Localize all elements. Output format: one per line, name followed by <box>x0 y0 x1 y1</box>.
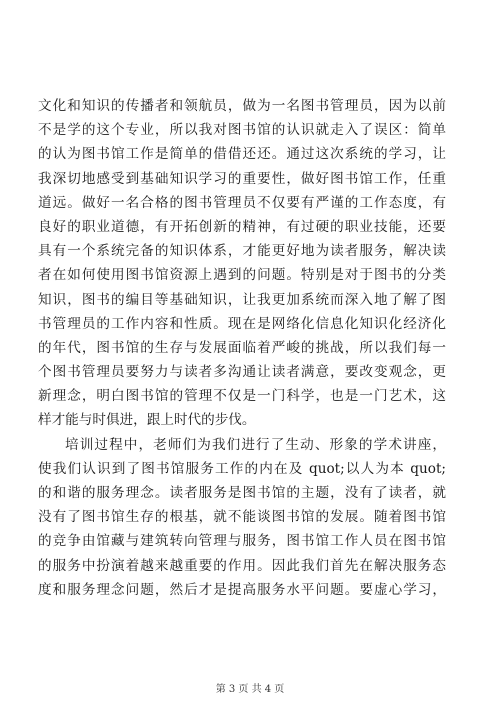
text-line: 样才能与时俱进，跟上时代的步伐。 <box>38 412 256 429</box>
text-line: 新理念，明白图书馆的管理不仅是一门科学，也是一门艺术，这 <box>38 388 446 405</box>
text-line: 我深切地感受到基础知识学习的重要性，做好图书馆工作，任重 <box>38 170 446 187</box>
text-line: 使我们认识到了图书馆服务工作的内在及 quot;以人为本 quot; <box>38 460 446 477</box>
text-line: 培训过程中，老师们为我们进行了生动、形象的学术讲座， <box>65 436 446 453</box>
text-line: 度和服务理念问题，然后才是提高服务水平问题。要虚心学习， <box>38 581 446 598</box>
text-line: 不是学的这个专业，所以我对图书馆的认识就走入了误区：简单 <box>38 122 446 139</box>
text-line: 的和谐的服务理念。读者服务是图书馆的主题，没有了读者，就 <box>38 485 446 501</box>
text-line: 者在如何使用图书馆资源上遇到的问题。特别是对于图书的分类 <box>38 267 446 284</box>
text-line: 没有了图书馆生存的根基，就不能谈图书馆的发展。随着图书馆 <box>38 509 446 526</box>
paragraph-2 <box>38 433 446 602</box>
text-line: 个图书管理员要努力与读者多沟通让读者满意，要改变观念，更 <box>38 364 446 381</box>
text-line: 文化和知识的传播者和领航员，做为一名图书管理员，因为以前 <box>38 98 446 114</box>
text-line: 书管理员的工作内容和性质。现在是网络化信息化知识化经济化 <box>38 315 446 332</box>
text-line: 的服务中扮演着越来越重要的作用。因此我们首先在解决服务态 <box>38 557 446 574</box>
text-line: 的竞争由馆藏与建筑转向管理与服务，图书馆工作人员在图书馆 <box>38 533 446 550</box>
text-line: 的年代，图书馆的生存与发展面临着严峻的挑战，所以我们每一 <box>38 339 446 356</box>
text-line: 良好的职业道德，有开拓创新的精神，有过硬的职业技能，还要 <box>38 218 446 235</box>
text-line: 具有一个系统完备的知识体系，才能更好地为读者服务，解决读 <box>38 243 446 260</box>
text-line: 道远。做好一名合格的图书管理员不仅要有严谨的工作态度，有 <box>38 194 446 211</box>
paragraph-1 <box>38 94 446 433</box>
text-line: 的认为图书馆工作是简单的借借还还。通过这次系统的学习，让 <box>38 146 446 163</box>
page-number-footer: 第 3 页 共 4 页 <box>215 684 285 695</box>
text-line: 知识，图书的编目等基础知识，让我更加系统而深入地了解了图 <box>38 291 446 308</box>
document-body <box>38 94 446 602</box>
